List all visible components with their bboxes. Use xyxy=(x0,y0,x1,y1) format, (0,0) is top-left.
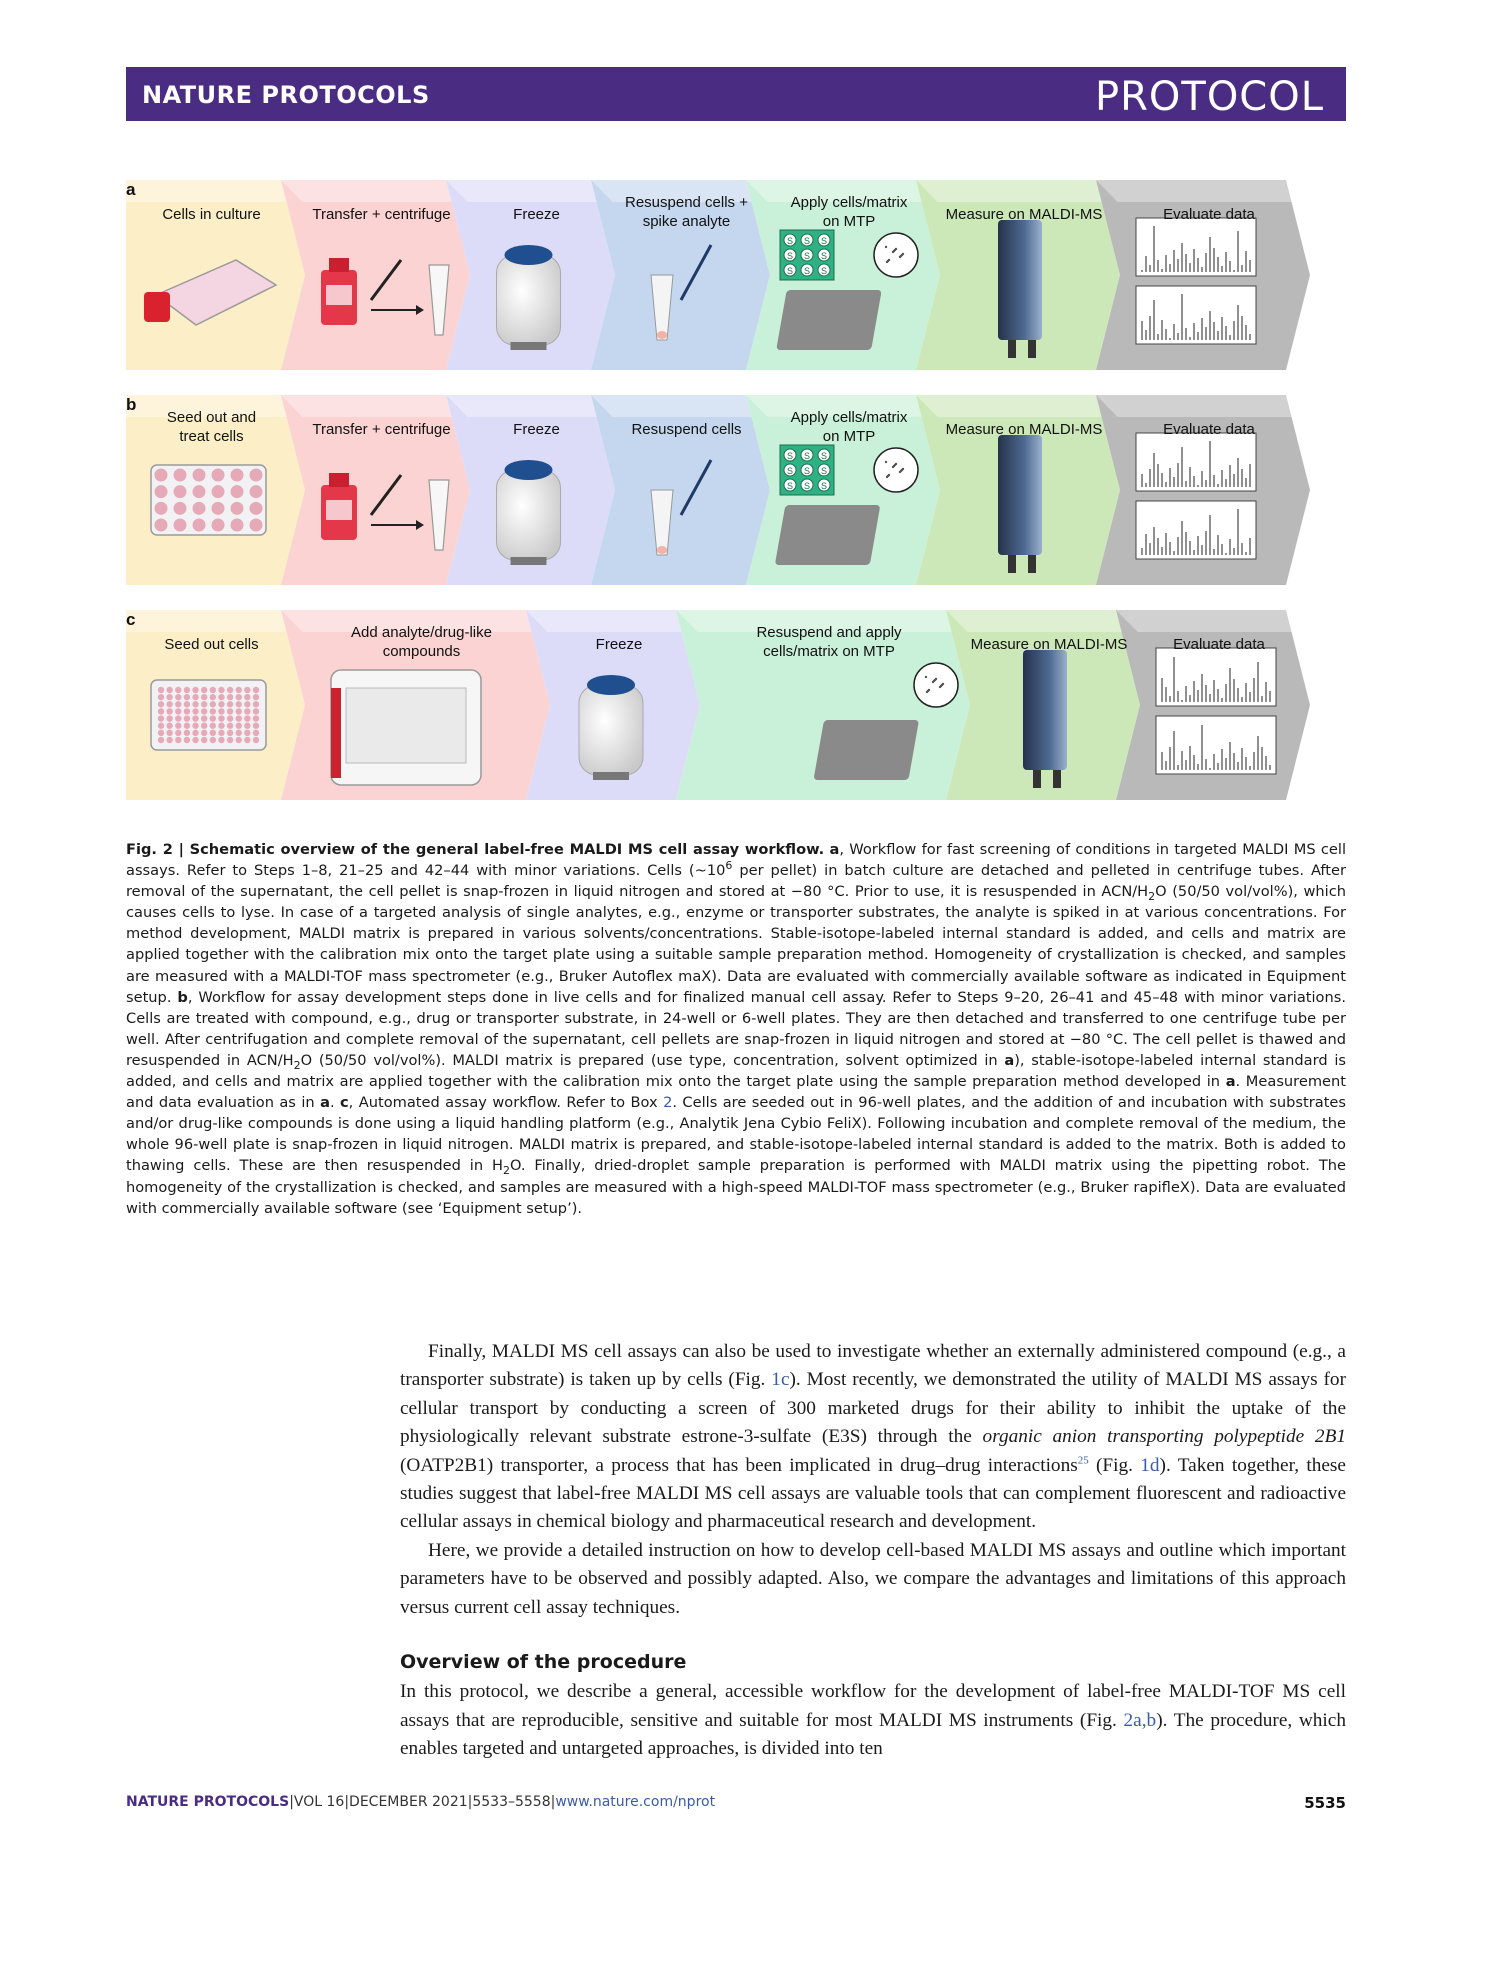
plate-well xyxy=(192,687,198,693)
tank-lid xyxy=(505,245,553,265)
crystal-dot xyxy=(885,461,887,463)
panel-label: a xyxy=(126,180,136,199)
plate-well xyxy=(231,502,244,515)
plate-well xyxy=(218,701,224,707)
plate-well xyxy=(236,701,242,707)
plate-well xyxy=(227,715,233,721)
caption-c-text-3: O. Finally, dried-droplet sample preparation is performed with MALDI matrix using the pipetting robot. The homogeneity of the crystallization is checked, and samples are measured with a high-speed MALDI-TOF mass spectrometer (e.g., Bruker rapifleX). Data are evaluated with commercially available software (see ‘Equipment setup’). xyxy=(126,1157,1346,1217)
step-header-tint xyxy=(126,180,303,202)
plate-well xyxy=(175,723,181,729)
spot-letter: S xyxy=(820,466,828,476)
step-label: Freeze xyxy=(595,636,643,653)
footer-sep-1: | xyxy=(289,1794,294,1810)
plate-well xyxy=(250,469,263,482)
step-label: Resuspend and apply xyxy=(756,624,902,641)
plate-well xyxy=(192,694,198,700)
mass-spectrometer xyxy=(998,435,1042,555)
plate-well xyxy=(244,687,250,693)
plate-well xyxy=(201,694,207,700)
plate-well xyxy=(158,730,164,736)
crystal-dot xyxy=(888,259,890,261)
plate-well xyxy=(253,730,259,736)
plate-well xyxy=(201,723,207,729)
plate-well xyxy=(193,519,206,532)
step-label: treat cells xyxy=(179,428,244,445)
spot-letter: S xyxy=(820,266,828,276)
plate-well xyxy=(250,502,263,515)
plate-well xyxy=(218,715,224,721)
handler-window xyxy=(346,688,466,763)
step-label: compounds xyxy=(382,643,461,660)
magnified-crystal-spot xyxy=(914,663,958,707)
crystal-dot xyxy=(942,683,944,685)
plate-well xyxy=(212,519,225,532)
step-label: Apply cells/matrix xyxy=(790,194,908,211)
tank-lid xyxy=(505,460,553,480)
plate-well xyxy=(210,715,216,721)
plate-well xyxy=(212,502,225,515)
caption-panel-b-label: b xyxy=(177,988,188,1006)
step-label: Measure on MALDI-MS xyxy=(970,636,1128,653)
caption-a-text-2: per pellet) in batch culture are detached and pelleted in centrifuge tubes. After removal of the supernatant, the cell pellet is snap-frozen in liquid nitrogen and stored at −80 °C. Prior to use, it is resuspended in ACN/H xyxy=(126,862,1347,901)
step-label: Seed out and xyxy=(166,409,257,426)
spot-letter: S xyxy=(803,481,811,491)
plate-well xyxy=(166,694,172,700)
page-footer xyxy=(126,1794,1346,1810)
plate-well xyxy=(236,730,242,736)
ms-leg xyxy=(1008,340,1016,358)
caption-a-text-3: O (50/50 vol/vol%), which causes cells to lyse. In case of a targeted analysis of single analytes, e.g., enzyme or transporter substrates, the analyte is spiked in at various concentrations. For method development, MALDI matrix is prepared in various solvents/concentrations. Stable-isotope-labeled internal standard is added, and cells and matrix are applied together with the calibration mix onto the target plate using a suitable sample preparation method. Homogeneity of crystallization is checked, and samples are measured with a MALDI-TOF mass spectrometer (e.g., Bruker Autoflex maX). Data are evaluated with commercially available software as indicated in Equipment setup. xyxy=(126,883,1346,1006)
step-header-tint xyxy=(591,395,768,417)
plate-well xyxy=(184,723,190,729)
footer-url-link[interactable]: www.nature.com/nprot xyxy=(555,1794,716,1810)
spot-letter: S xyxy=(786,466,794,476)
p1-text-2: ). Most recently, we demonstrated the utility of MALDI MS assays for cellular transport by conducting a screen of 300 marketed drugs for their ability to inhibit the uptake of the physiologically relevant substrate estrone-3-sulfate (E3S) through the xyxy=(400,1369,1346,1448)
ms-leg xyxy=(1028,340,1036,358)
step-label: on MTP xyxy=(822,213,876,230)
caption-b-ref-a-3: a xyxy=(320,1094,330,1112)
spot-letter: S xyxy=(803,466,811,476)
spot-letter: S xyxy=(803,236,811,246)
plate-well xyxy=(192,715,198,721)
step-header-tint xyxy=(946,610,1138,632)
spot-letter: S xyxy=(786,481,794,491)
plate-well xyxy=(175,694,181,700)
plate-well xyxy=(210,708,216,714)
crystal-dot xyxy=(885,246,887,248)
plate-well xyxy=(244,715,250,721)
plate-well xyxy=(210,730,216,736)
plate-well xyxy=(174,485,187,498)
plate-well xyxy=(236,708,242,714)
step-label: Cells in culture xyxy=(162,206,261,223)
ms-leg xyxy=(1033,770,1041,788)
bottle-cap xyxy=(329,258,349,272)
plate-well xyxy=(227,708,233,714)
plate-well xyxy=(212,469,225,482)
step-label: Resuspend cells xyxy=(631,421,742,438)
mass-spectrometer xyxy=(1023,650,1067,770)
journal-name: NATURE PROTOCOLS xyxy=(142,81,430,109)
plate-well xyxy=(253,694,259,700)
step-label: Freeze xyxy=(513,206,560,223)
caption-b-subscript: 2 xyxy=(293,1058,301,1072)
plate-well xyxy=(201,715,207,721)
tank-base xyxy=(593,772,629,780)
plate-well xyxy=(184,687,190,693)
plate-well xyxy=(193,485,206,498)
flask-cap xyxy=(144,292,170,322)
crystal-dot xyxy=(888,474,890,476)
plate-well xyxy=(174,519,187,532)
spot-letter: S xyxy=(820,251,828,261)
plate-well xyxy=(174,502,187,515)
page-number: 5535 xyxy=(1304,1794,1346,1812)
step-label: Resuspend cells + xyxy=(625,194,748,211)
plate-well xyxy=(227,701,233,707)
magnified-crystal-spot xyxy=(874,448,918,492)
ms-leg xyxy=(1028,555,1036,573)
workflow-figure xyxy=(126,170,1346,810)
journal-header-bar xyxy=(126,67,1346,121)
plate-well xyxy=(236,694,242,700)
step-header-tint xyxy=(126,610,303,632)
step-header-tint xyxy=(446,180,613,202)
caption-a-subscript: 2 xyxy=(1148,890,1156,904)
tank-lid xyxy=(587,675,635,695)
plate-well xyxy=(184,730,190,736)
spot-letter: S xyxy=(786,266,794,276)
tank-base xyxy=(511,342,547,350)
plate-well xyxy=(192,730,198,736)
plate-well xyxy=(193,469,206,482)
paragraph-2: Here, we provide a detailed instruction on how to develop cell-based MALDI MS assays and outline which important parameters have to be observed and possibly adapted. Also, we compare the advantages and limitations of this approach versus current cell assay techniques. xyxy=(400,1539,1346,1618)
plate-well xyxy=(210,723,216,729)
plate-well xyxy=(175,701,181,707)
spot-letter: S xyxy=(803,451,811,461)
bottle-label xyxy=(326,285,352,305)
caption-b-text-2: O (50/50 vol/vol%). MALDI matrix is prepared (use type, concentration, solvent optimized in xyxy=(300,1051,1005,1069)
fig-1d-link[interactable]: 1d xyxy=(1140,1454,1160,1476)
step-label: Measure on MALDI-MS xyxy=(945,421,1103,438)
footer-volume: VOL 16 xyxy=(293,1794,345,1810)
plate-well xyxy=(158,715,164,721)
p1-text-5: ). Taken together, these studies suggest that label-free MALDI MS cell assays are valuable tools that can complement fluorescent and radioactive cellular assays in chemical biology and pharmaceutical research and development. xyxy=(400,1454,1346,1533)
plate-well xyxy=(244,708,250,714)
plate-well xyxy=(218,694,224,700)
plate-well xyxy=(210,737,216,743)
caption-title: Fig. 2 | Schematic overview of the general label-free MALDI MS cell assay workflow. xyxy=(126,841,825,858)
caption-b-text-3: ), stable-isotope-labeled internal standard is added, and cells and matrix are applied together with the calibration mix onto the target plate using the sample preparation method developed in xyxy=(126,1051,1346,1091)
plate-well xyxy=(218,730,224,736)
ms-leg xyxy=(1053,770,1061,788)
step-header-tint xyxy=(281,180,468,202)
plate-well xyxy=(166,715,172,721)
step-header-tint xyxy=(916,180,1118,202)
plate-well xyxy=(227,694,233,700)
plate-well xyxy=(231,469,244,482)
caption-b-text: , Workflow for assay development steps done in live cells and for finalized manual cell assay. Refer to Steps 9–20, 26–41 and 45–48 with minor variations. Cells are treated with compound, e.g., drug or transporter substrate, in 24-well or 6-well plates. They are then detached and transferred to one centrifuge tube per well. After centrifugation and complete removal of the supernatant, cell pellets are snap-frozen in liquid nitrogen and stored at −80 °C. The cell pellet is thawed and resuspended in ACN/H xyxy=(126,988,1346,1069)
plate-well xyxy=(166,723,172,729)
caption-c-text-2: . Cells are seeded out in 96-well plates, and the addition of and incubation with substrates and/or drug-like compounds is done using a liquid handling platform (e.g., Analytik Jena Cybio FeliX). Following incubation and complete removal of the medium, the whole 96-well plate is snap-frozen in liquid nitrogen. MALDI matrix is prepared, and stable-isotope-labeled internal standard is added to the matrix. Both is added to thawing cells. These are then resuspended in H xyxy=(126,1094,1346,1175)
step-label: spike analyte xyxy=(642,213,731,230)
bottle-label xyxy=(326,500,352,520)
plate-well xyxy=(210,701,216,707)
plate-well xyxy=(218,723,224,729)
plate-well xyxy=(253,715,259,721)
crystal-dot xyxy=(895,248,897,250)
handler-accent xyxy=(331,688,341,778)
cell-pellet xyxy=(657,331,667,339)
footer-date: DECEMBER 2021 xyxy=(349,1794,468,1810)
plate-well xyxy=(184,737,190,743)
plate-well xyxy=(175,708,181,714)
box-2-link[interactable]: 2 xyxy=(663,1094,673,1112)
panel-label: c xyxy=(126,610,136,629)
plate-well xyxy=(174,469,187,482)
plate-well xyxy=(155,502,168,515)
p3-text-1: In this protocol, we describe a general, accessible workflow for the development of label-free MALDI-TOF MS cell assays that are reproducible, sensitive and suitable for most MALDI MS instruments (Fig. xyxy=(400,1681,1346,1731)
crystal-dot xyxy=(928,689,930,691)
liquid-nitrogen-tank xyxy=(497,470,561,560)
plate-well xyxy=(184,715,190,721)
caption-b-ref-a-2: a xyxy=(1225,1073,1236,1091)
figure-caption xyxy=(126,839,1346,1219)
paragraph-1 xyxy=(400,1338,1346,1537)
footer-pages: 5533–5558 xyxy=(472,1794,551,1810)
plate-well xyxy=(158,694,164,700)
plate-well xyxy=(227,687,233,693)
step-label: Evaluate data xyxy=(1173,636,1265,653)
plate-well xyxy=(227,737,233,743)
plate-well xyxy=(253,723,259,729)
plate-well xyxy=(201,737,207,743)
step-label: Seed out cells xyxy=(164,636,259,653)
plate-well xyxy=(166,730,172,736)
step-label: Apply cells/matrix xyxy=(790,409,908,426)
plate-well xyxy=(184,708,190,714)
plate-well xyxy=(155,519,168,532)
plate-well xyxy=(192,708,198,714)
step-header-tint xyxy=(526,610,698,632)
section-heading: Overview of the procedure xyxy=(400,1651,687,1674)
workflow-background xyxy=(126,180,1310,800)
plate-well xyxy=(166,701,172,707)
article-type: PROTOCOL xyxy=(1094,74,1324,120)
p1-italic-term: organic anion transporting polypeptide 2B1 xyxy=(982,1426,1346,1448)
caption-b-text-5: . xyxy=(329,1094,341,1112)
plate-well xyxy=(166,737,172,743)
plate-well xyxy=(175,737,181,743)
reference-25-link[interactable]: 25 xyxy=(1077,1454,1089,1467)
caption-a-superscript: 6 xyxy=(725,859,733,873)
plate-well xyxy=(192,701,198,707)
spot-letter: S xyxy=(803,251,811,261)
plate-well xyxy=(184,701,190,707)
step-label: Measure on MALDI-MS xyxy=(945,206,1103,223)
caption-a-text: , Workflow for fast screening of conditions in targeted MALDI MS cell assays. Refer to Steps 1–8, 21–25 and 42–44 with minor variations. Cells (~10 xyxy=(126,841,1347,880)
plate-well xyxy=(166,687,172,693)
plate-well xyxy=(192,737,198,743)
caption-b-ref-a-1: a xyxy=(1004,1051,1015,1069)
plate-well xyxy=(175,687,181,693)
mass-spectrometer xyxy=(998,220,1042,340)
plate-well xyxy=(244,737,250,743)
plate-well xyxy=(166,708,172,714)
plate-well xyxy=(250,485,263,498)
plate-well xyxy=(201,730,207,736)
footer-sep-2: | xyxy=(344,1794,350,1810)
step-label: Transfer + centrifuge xyxy=(312,206,451,223)
p1-text-3: (OATP2B1) transporter, a process that has been implicated in drug–drug interactions xyxy=(400,1454,1078,1476)
plate-well xyxy=(244,723,250,729)
tank-base xyxy=(511,557,547,565)
plate-well xyxy=(155,469,168,482)
p1-text-4: (Fig. xyxy=(1088,1454,1141,1476)
spot-letter: S xyxy=(786,251,794,261)
cell-pellet xyxy=(657,546,667,554)
p1-text-1: Finally, MALDI MS cell assays can also be used to investigate whether an externally administered compound (e.g., a transporter substrate) is taken up by cells (Fig. xyxy=(400,1341,1346,1391)
plate-well xyxy=(175,715,181,721)
plate-well xyxy=(184,694,190,700)
step-label: Evaluate data xyxy=(1163,206,1255,223)
plate-well xyxy=(236,737,242,743)
crystal-dot xyxy=(902,253,904,255)
well-plate xyxy=(151,465,266,535)
plate-well xyxy=(193,502,206,515)
plate-well xyxy=(253,687,259,693)
plate-well xyxy=(158,687,164,693)
plate-well xyxy=(210,694,216,700)
plate-well xyxy=(236,715,242,721)
caption-b-text-4: . Measurement and data evaluation as in xyxy=(126,1073,1346,1112)
ms-leg xyxy=(1008,555,1016,573)
step-header-tint xyxy=(1096,180,1308,202)
fig-1c-link[interactable]: 1c xyxy=(771,1369,790,1391)
plate-well xyxy=(218,687,224,693)
maldi-target-plate xyxy=(813,720,919,780)
plate-well xyxy=(201,701,207,707)
plate-well xyxy=(253,708,259,714)
step-header-tint xyxy=(916,395,1118,417)
crystal-dot xyxy=(902,468,904,470)
spot-letter: S xyxy=(786,236,794,246)
plate-well xyxy=(236,687,242,693)
plate-well xyxy=(227,730,233,736)
plate-well xyxy=(253,737,259,743)
plate-well xyxy=(201,708,207,714)
p3-text-2: ). The procedure, which enables targeted and untargeted approaches, is divided into ten xyxy=(400,1709,1346,1760)
caption-c-text: , Automated assay workflow. Refer to Box xyxy=(348,1094,664,1112)
spot-letter: S xyxy=(820,236,828,246)
plate-well xyxy=(244,701,250,707)
footer-journal: NATURE PROTOCOLS xyxy=(126,1794,290,1810)
step-label: cells/matrix on MTP xyxy=(763,643,895,660)
step-header-tint xyxy=(1096,395,1308,417)
paragraph-3 xyxy=(400,1678,1346,1763)
maldi-target-plate xyxy=(776,290,882,350)
caption-c-subscript: 2 xyxy=(502,1164,510,1178)
step-label: Evaluate data xyxy=(1163,421,1255,438)
spot-letter: S xyxy=(803,266,811,276)
plate-well xyxy=(175,730,181,736)
caption-panel-a-label: a xyxy=(829,841,840,858)
plate-well xyxy=(201,687,207,693)
plate-well xyxy=(218,737,224,743)
plate-well xyxy=(231,485,244,498)
plate-well xyxy=(244,694,250,700)
plate-well xyxy=(218,708,224,714)
plate-well xyxy=(227,723,233,729)
plate-well xyxy=(158,737,164,743)
spot-letter: S xyxy=(820,481,828,491)
bottle-cap xyxy=(329,473,349,487)
step-label: Freeze xyxy=(513,421,560,438)
plate-well xyxy=(210,687,216,693)
step-label: on MTP xyxy=(822,428,876,445)
plate-well xyxy=(158,723,164,729)
crystal-dot xyxy=(935,678,937,680)
plate-well xyxy=(253,701,259,707)
step-header-tint xyxy=(446,395,613,417)
footer-sep-4: | xyxy=(550,1794,556,1810)
spot-letter: S xyxy=(820,451,828,461)
crystal-dot xyxy=(895,463,897,465)
plate-well xyxy=(236,723,242,729)
plate-well xyxy=(155,485,168,498)
caption-panel-c-label: c xyxy=(340,1094,349,1112)
fig-2ab-link[interactable]: 2a,b xyxy=(1123,1709,1157,1731)
plate-well xyxy=(250,519,263,532)
footer-sep-3: | xyxy=(467,1794,473,1810)
maldi-target-plate xyxy=(775,505,881,565)
plate-well xyxy=(158,708,164,714)
liquid-nitrogen-tank xyxy=(497,255,561,345)
liquid-nitrogen-tank xyxy=(579,685,643,775)
plate-well xyxy=(192,723,198,729)
plate-well xyxy=(244,730,250,736)
plate-well xyxy=(231,519,244,532)
step-label: Add analyte/drug-like xyxy=(351,624,492,641)
plate-well xyxy=(212,485,225,498)
magnified-crystal-spot xyxy=(874,233,918,277)
spot-letter: S xyxy=(786,451,794,461)
body-text xyxy=(400,1338,1346,1764)
crystal-dot xyxy=(925,676,927,678)
panel-label: b xyxy=(126,395,137,414)
plate-well xyxy=(158,701,164,707)
step-header-tint xyxy=(281,395,468,417)
step-label: Transfer + centrifuge xyxy=(312,421,451,438)
step-header-tint xyxy=(1116,610,1308,632)
